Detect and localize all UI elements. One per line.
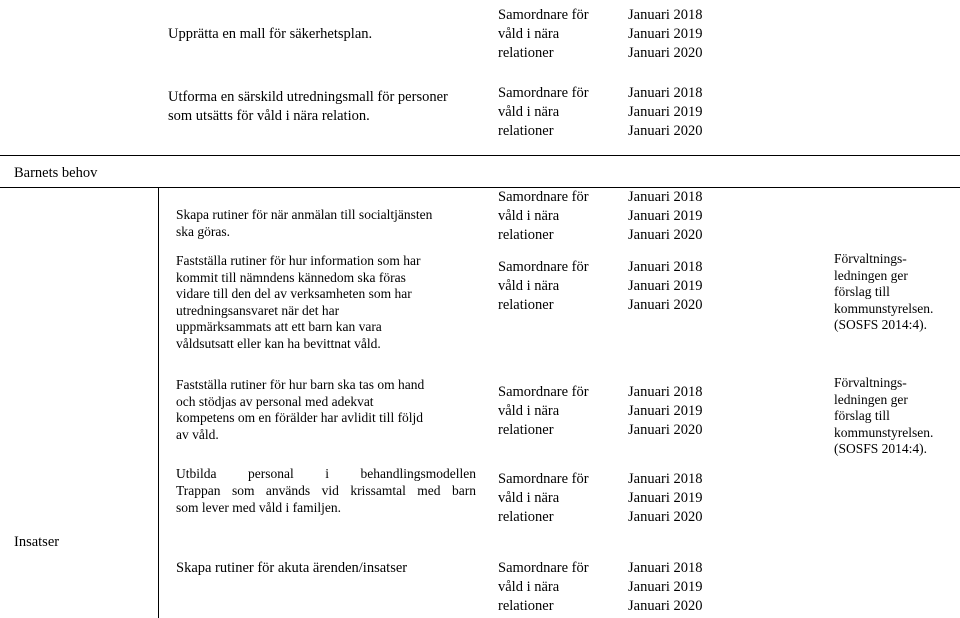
owner-text: Samordnare för våld i nära relationer	[498, 384, 589, 438]
note-text: Förvaltnings- ledningen ger förslag till kommunstyrelsen. (SOSFS 2014:4).	[834, 375, 934, 456]
task-text: Upprätta en mall för säkerhetsplan.	[168, 26, 373, 42]
note-text: Förvaltnings- ledningen ger förslag till kommunstyrelsen. (SOSFS 2014:4).	[834, 251, 934, 332]
task-text: Fastställa rutiner för hur information som har kommit till nämndens kännedom ska föras vidare till den del av verksamheten som har utredningsansvaret när det har uppmärksammats att ett barn kan vara våldsutsatt eller kan ha bevittnat våld.	[176, 253, 421, 351]
owner-text: Samordnare för våld i nära relationer	[498, 7, 589, 61]
owner-text: Samordnare för våld i nära relationer	[498, 560, 589, 614]
section-divider	[0, 187, 960, 188]
task-text: Utforma en särskild utredningsmall för personer som utsätts för våld i nära relation.	[168, 89, 448, 124]
section-heading-insatser: Insatser	[14, 534, 60, 550]
section-divider	[0, 155, 960, 156]
dates-text: Januari 2018 Januari 2019 Januari 2020	[628, 471, 703, 525]
owner-text: Samordnare för våld i nära relationer	[498, 189, 589, 243]
dates-text: Januari 2018 Januari 2019 Januari 2020	[628, 7, 703, 61]
dates-text: Januari 2018 Januari 2019 Januari 2020	[628, 259, 703, 313]
dates-text: Januari 2018 Januari 2019 Januari 2020	[628, 560, 703, 614]
task-text: Skapa rutiner för när anmälan till socialtjänsten ska göras.	[176, 207, 433, 239]
owner-text: Samordnare för våld i nära relationer	[498, 259, 589, 313]
task-text: Fastställa rutiner för hur barn ska tas om hand och stödjas av personal med adekvat kompetens om en förälder har avlidit till följd av våld.	[176, 377, 425, 442]
task-text: Utbilda personal i behandlingsmodellen	[176, 466, 476, 481]
dates-text: Januari 2018 Januari 2019 Januari 2020	[628, 85, 703, 139]
section-heading-barnets-behov: Barnets behov	[14, 165, 98, 181]
task-text: Skapa rutiner för akuta ärenden/insatser	[176, 560, 408, 576]
column-divider	[158, 187, 159, 618]
owner-text: Samordnare för våld i nära relationer	[498, 85, 589, 139]
task-text: som lever med våld i familjen.	[176, 500, 341, 515]
owner-text: Samordnare för våld i nära relationer	[498, 471, 589, 525]
dates-text: Januari 2018 Januari 2019 Januari 2020	[628, 384, 703, 438]
task-text: Trappan som används vid krissamtal med barn	[176, 483, 476, 498]
dates-text: Januari 2018 Januari 2019 Januari 2020	[628, 189, 703, 243]
